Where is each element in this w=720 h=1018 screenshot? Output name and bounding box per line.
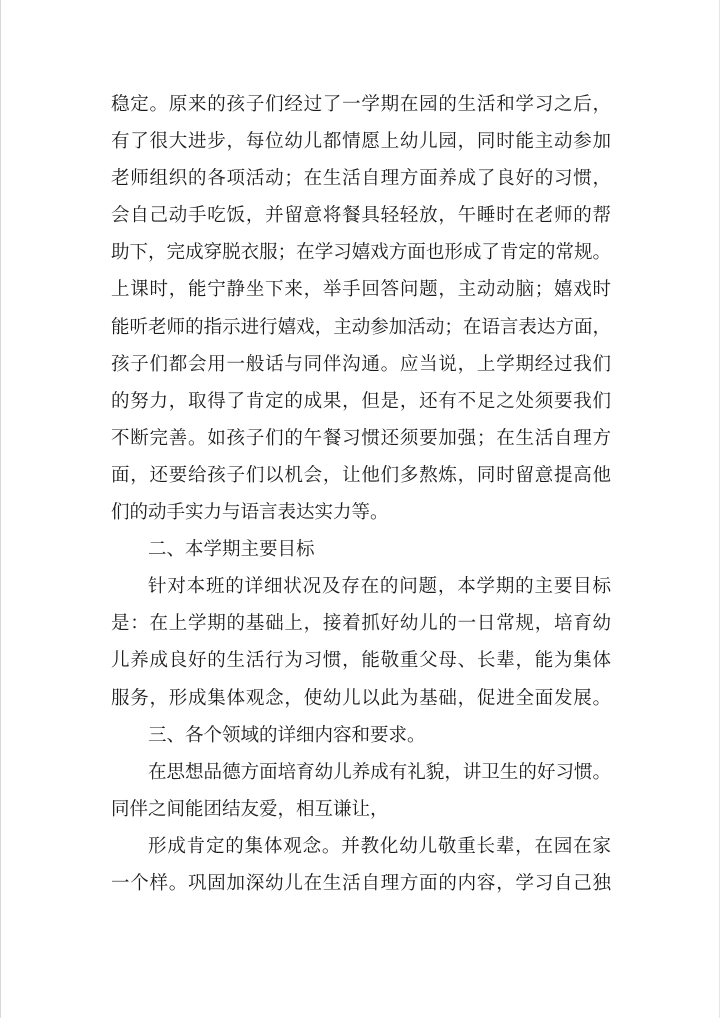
text-line: 面，还要给孩子们以机会，让他们多熬炼，同时留意提高他	[111, 464, 611, 486]
text-line: 上课时，能宁静坐下来，举手回答问题，主动动脑；嬉戏时	[111, 279, 611, 301]
text-line: 能听老师的指示进行嬉戏，主动参加活动；在语言表达方面，	[111, 316, 611, 338]
text-line: 针对本班的详细状况及存在的问题，本学期的主要目标	[148, 576, 611, 598]
text-line: 在思想品德方面培育幼儿养成有礼貌，讲卫生的好习惯。	[148, 761, 611, 783]
text-line: 的努力，取得了肯定的成果，但是，还有不足之处须要我们	[111, 390, 611, 412]
text-line: 不断完善。如孩子们的午餐习惯还须要加强；在生活自理方	[111, 427, 611, 449]
text-line: 服务，形成集体观念，使幼儿以此为基础，促进全面发展。	[111, 687, 611, 709]
text-line: 助下，完成穿脱衣服；在学习嬉戏方面也形成了肯定的常规。	[111, 242, 611, 264]
text-line: 是：在上学期的基础上，接着抓好幼儿的一日常规，培育幼	[111, 613, 611, 635]
text-line: 孩子们都会用一般话与同伴沟通。应当说，上学期经过我们	[111, 353, 611, 375]
text-line: 一个样。巩固加深幼儿在生活自理方面的内容，学习自己独	[111, 872, 611, 894]
text-line: 们的动手实力与语言表达实力等。	[111, 502, 389, 524]
text-line: 会自己动手吃饭，并留意将餐具轻轻放，午睡时在老师的帮	[111, 205, 611, 227]
text-line: 稳定。原来的孩子们经过了一学期在园的生活和学习之后，	[111, 94, 611, 115]
text-line: 形成肯定的集体观念。并教化幼儿敬重长辈，在园在家	[148, 835, 611, 857]
text-line: 儿养成良好的生活行为习惯，能敬重父母、长辈，能为集体	[111, 650, 611, 672]
text-line: 老师组织的各项活动；在生活自理方面养成了良好的习惯，	[111, 168, 611, 190]
text-line: 同伴之间能团结友爱，相互谦让，	[111, 798, 389, 820]
page-edge-left	[0, 0, 1, 1018]
section-heading: 二、本学期主要目标	[148, 539, 315, 561]
document-body	[111, 86, 611, 902]
text-line: 有了很大进步，每位幼儿都情愿上幼儿园，同时能主动参加	[111, 131, 611, 153]
section-heading: 三、各个领域的详细内容和要求。	[148, 724, 426, 746]
